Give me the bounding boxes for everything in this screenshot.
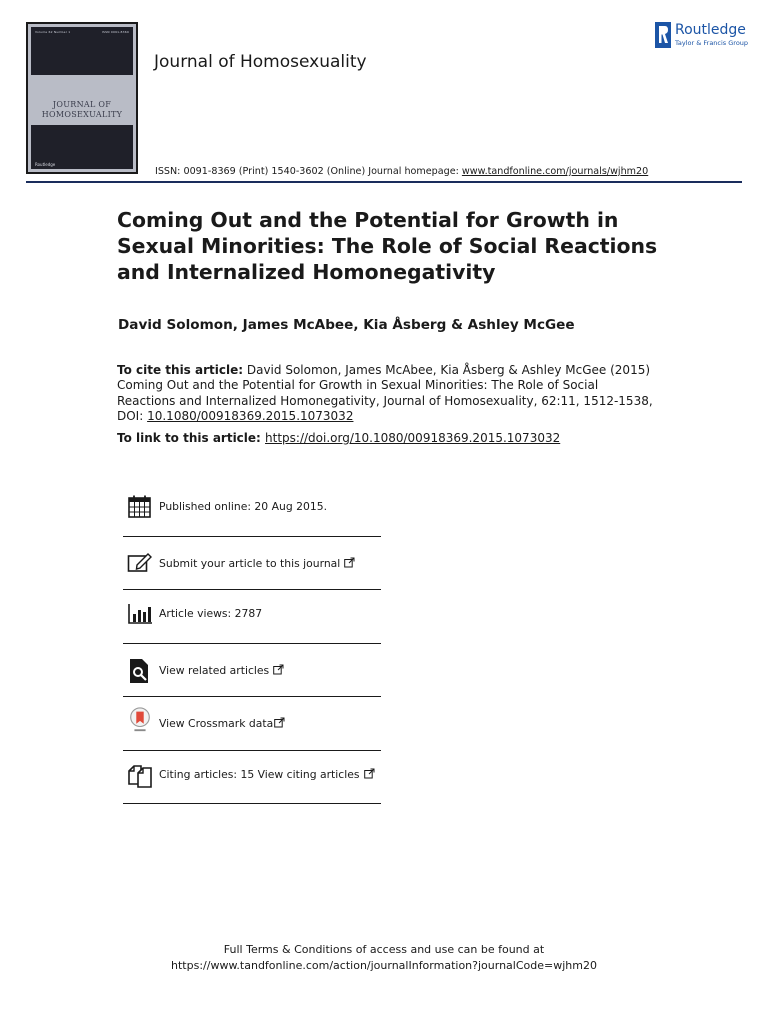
citing-articles-label: Citing articles: 15 View citing articles — [159, 767, 360, 781]
crossmark-row[interactable] — [123, 697, 381, 751]
article-info-list — [123, 483, 381, 804]
cover-issn: ISSN 0091-8369 — [101, 30, 129, 34]
related-articles-label: View related articles — [159, 663, 270, 677]
related-articles-row[interactable] — [123, 644, 381, 698]
external-link-icon — [344, 557, 355, 568]
calendar-icon — [127, 494, 153, 520]
article-authors: David Solomon, James McAbee, Kia Åsberg & Ashley McGee — [118, 317, 575, 333]
edit-icon — [127, 551, 153, 577]
external-link-icon — [274, 717, 285, 728]
article-views-text: Article views: 2787 — [159, 607, 263, 620]
footer — [0, 942, 768, 973]
cover-volume: Volume 62 Number 1 — [35, 30, 71, 34]
cover-title — [28, 100, 136, 120]
citing-articles-link[interactable] — [159, 768, 375, 781]
citation-label: To cite this article: — [117, 363, 244, 377]
external-link-icon — [273, 664, 284, 675]
article-link-block — [117, 431, 560, 446]
crossmark-link[interactable] — [159, 717, 285, 730]
journal-name: Journal of Homosexuality — [154, 52, 367, 72]
article-title: Coming Out and the Potential for Growth in Sexual Minorities: The Role of Social Reactions and Internalized Homonegativity — [117, 208, 658, 284]
cover-title-line: HOMOSEXUALITY — [41, 110, 123, 119]
citation-text: David Solomon, James McAbee, Kia Åsberg & Ashley McGee (2015) Coming Out and the Potential for Growth in Sexual Minorities: The Role of Social Reactions and Internalized Homonegativity, Journal of Homosexuality, 62:11, 1512-1538, DOI: — [117, 363, 653, 424]
article-doi-link[interactable]: https://doi.org/10.1080/00918369.2015.1073032 — [265, 431, 561, 445]
article-link-label: To link to this article: — [117, 431, 266, 445]
submit-article-link[interactable] — [159, 557, 355, 570]
cover-publisher: Routledge — [35, 162, 56, 167]
issn-text: ISSN: 0091-8369 (Print) 1540-3602 (Online) Journal homepage: — [155, 166, 462, 177]
citing-articles-row[interactable] — [123, 751, 381, 805]
routledge-mark-icon — [655, 22, 671, 48]
issn-line — [155, 166, 648, 177]
submit-article-row[interactable] — [123, 537, 381, 591]
published-online-text: Published online: 20 Aug 2015. — [159, 500, 328, 513]
routledge-name: Routledge — [675, 22, 746, 38]
related-articles-link[interactable] — [159, 664, 284, 677]
journal-cover-image — [26, 22, 138, 174]
footer-terms-text: Full Terms & Conditions of access and use can be found at — [223, 943, 545, 956]
article-views-row — [123, 590, 381, 644]
search-document-icon — [127, 658, 153, 684]
external-link-icon — [364, 768, 375, 779]
bar-chart-icon — [127, 601, 153, 627]
routledge-subtitle: Taylor & Francis Group — [675, 39, 749, 47]
crossmark-icon — [127, 707, 153, 733]
citation-doi-link[interactable]: 10.1080/00918369.2015.1073032 — [147, 409, 354, 424]
published-online-row — [123, 483, 381, 537]
citation-block — [117, 363, 657, 425]
routledge-logo[interactable] — [655, 22, 749, 50]
journal-homepage-link[interactable]: www.tandfonline.com/journals/wjhm20 — [461, 166, 649, 177]
cover-title-line: JOURNAL OF — [52, 100, 112, 109]
header-divider — [26, 181, 742, 183]
submit-article-label: Submit your article to this journal — [159, 556, 341, 570]
citing-articles-icon — [127, 763, 153, 789]
cover-top-band — [31, 27, 133, 75]
footer-terms-url[interactable]: https://www.tandfonline.com/action/journalInformation?journalCode=wjhm20 — [171, 958, 597, 972]
cover-bottom-band — [31, 125, 133, 169]
crossmark-label: View Crossmark data — [159, 717, 274, 730]
